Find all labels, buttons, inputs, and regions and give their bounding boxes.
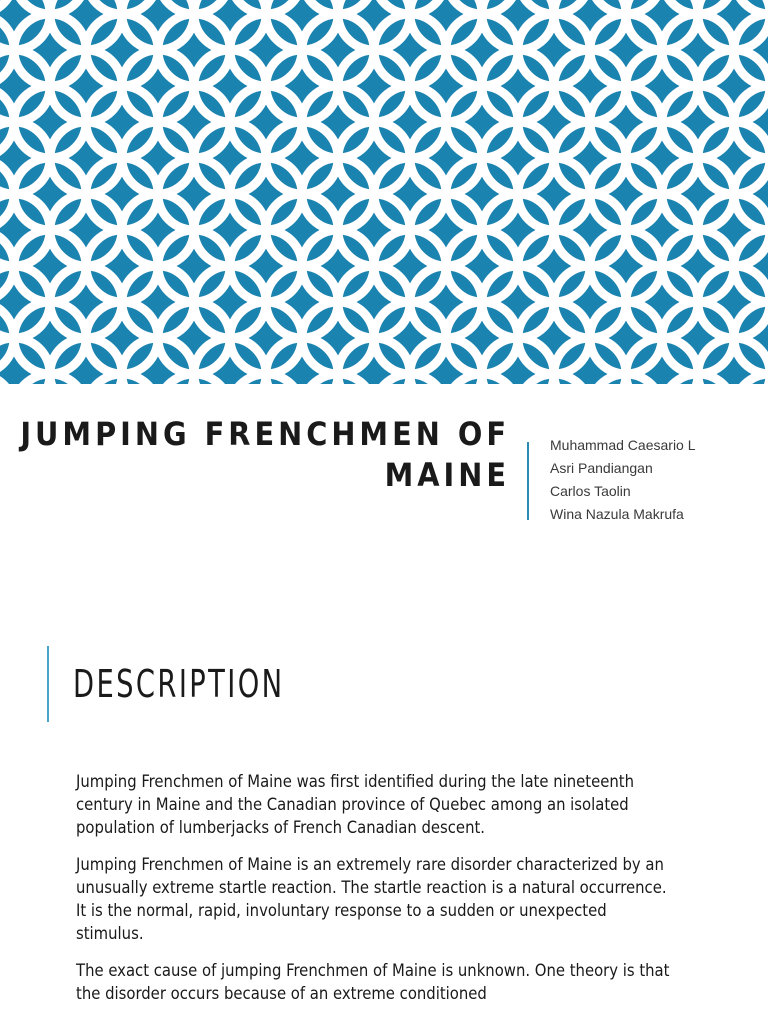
paragraph: Jumping Frenchmen of Maine was first identified during the late nineteenth century in Maine and the Canadian province of Quebec among an isolated population of lumberjacks of French Canadian descent. [76, 772, 635, 837]
section-heading: DESCRIPTION [73, 662, 285, 706]
title-divider [527, 442, 529, 520]
decorative-circle-pattern [0, 0, 768, 384]
author-list [550, 434, 696, 526]
title-slide-content [0, 384, 768, 610]
description-body [76, 770, 676, 1019]
author-name: Wina Nazula Makrufa [550, 506, 684, 522]
paragraph: Jumping Frenchmen of Maine is an extremely rare disorder characterized by an unusually extreme startle reaction. The startle reaction is a natural occurrence. It is the normal, rapid, involuntary response to a sudden or unexpected stimulus. [76, 855, 667, 943]
description-slide [0, 610, 768, 1024]
title-line-1: JUMPING FRENCHMEN OF [20, 415, 510, 453]
presentation-title [10, 414, 510, 496]
heading-accent-bar [47, 646, 49, 722]
author-name: Muhammad Caesario L [550, 437, 696, 453]
paragraph: The exact cause of jumping Frenchmen of Maine is unknown. One theory is that the disorder occurs because of an extreme conditioned [76, 961, 670, 1003]
author-name: Asri Pandiangan [550, 460, 653, 476]
author-name: Carlos Taolin [550, 483, 631, 499]
title-line-2: MAINE [384, 456, 510, 494]
